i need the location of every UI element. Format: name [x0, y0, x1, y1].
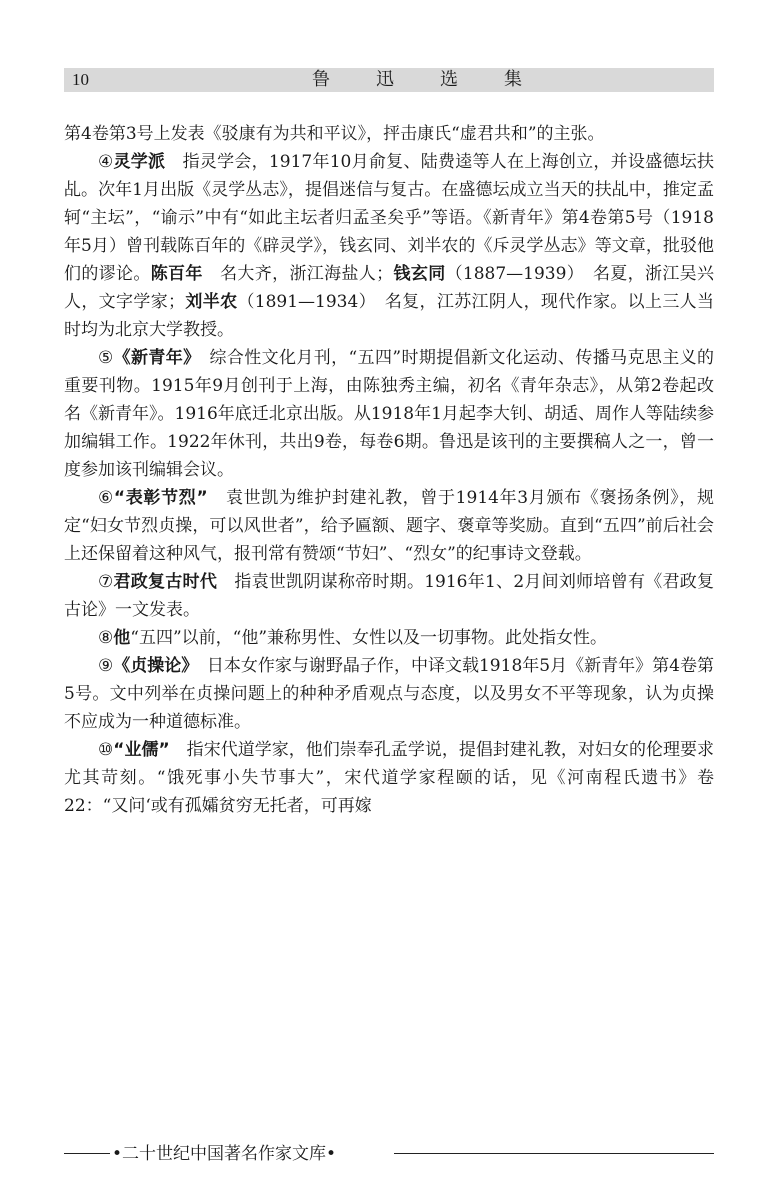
note-marker: ⑤ [98, 348, 114, 368]
series-title: •二十世纪中国著名作家文库• [112, 1144, 337, 1164]
note-marker: ⑧ [98, 628, 114, 648]
note-marker: ⑨ [98, 656, 114, 676]
note-text: 指袁世凯阴谋称帝时期。1916年1、2月间刘师培曾有《君政复古论》一文发表。 [64, 572, 714, 620]
note-10 [64, 736, 714, 820]
note-8 [64, 624, 714, 652]
footer-rule-right [394, 1153, 714, 1154]
note-text: （1887—1939） 名夏，浙江吴兴人，文字学家； [64, 264, 715, 312]
running-footer [64, 1142, 714, 1166]
note-term: 《新青年》 [113, 348, 193, 368]
note-continuation: 第4卷第3号上发表《驳康有为共和平议》，抨击康氏“虚君共和”的主张。 [64, 124, 605, 144]
note-term: 灵学派 [113, 152, 166, 172]
note-text: 综合性文化月刊，“五四”时期提倡新文化运动、传播马克思主义的重要刊物。1915年9月创刊于上海，由陈独秀主编，初名《青年杂志》，从第2卷起改名《新青年》。1916年底迁北京出版。从1918年1月起李大钊、胡适、周作人等陆续参加编辑工作。1922年休刊，共出9卷，每卷6期。鲁迅是该刊的主要撰稿人之一，曾一度参加该刊编辑会议。 [64, 348, 715, 480]
note-4 [64, 148, 714, 344]
note-5 [64, 344, 714, 484]
note-term: 君政复古时代 [113, 572, 218, 592]
note-term: “业儒” [113, 740, 170, 760]
note-text: 指宋代道学家，他们崇奉孔孟学说，提倡封建礼教，对妇女的伦理要求尤其苛刻。“饿死事小失节事大”，宋代道学家程颐的话，见《河南程氏遗书》卷22：“又问‘或有孤孀贫穷无托者，可再嫁 [64, 740, 715, 816]
note-marker: ⑦ [98, 572, 114, 592]
note-marker: ④ [98, 152, 114, 172]
running-header [64, 68, 714, 92]
note-text: （1891—1934） 名复，江苏江阴人，现代作家。以上三人当时均为北京大学教授。 [64, 292, 715, 340]
note-6 [64, 484, 714, 568]
note-text: 指灵学会，1917年10月俞复、陆费逵等人在上海创立，并设盛德坛扶乩。次年1月出版《灵学丛志》，提倡迷信与复古。在盛德坛成立当天的扶乩中，推定孟轲“主坛”，“谕示”中有“如此主坛者归孟圣矣乎”等语。《新青年》第4卷第5号（1918年5月）曾刊载陈百年的《辟灵学》，钱玄同、刘半农的《斥灵学丛志》等文章，批驳他们的谬论。 [64, 152, 714, 284]
note-term: 陈百年 [150, 264, 203, 284]
note-text: 名大齐，浙江海盐人； [202, 264, 394, 284]
note-text: 日本女作家与谢野晶子作，中译文载1918年5月《新青年》第4卷第5号。文中列举在贞操问题上的种种矛盾观点与态度，以及男女不平等现象，认为贞操不应成为一种道德标准。 [64, 656, 715, 732]
page-number: 10 [72, 70, 89, 89]
note-term: 钱玄同 [393, 264, 446, 284]
notes-body [64, 120, 714, 820]
note-7 [64, 568, 714, 624]
note-term: “表彰节烈” [113, 488, 208, 508]
note-marker: ⑩ [98, 740, 114, 760]
book-title: 鲁迅选集 [312, 69, 568, 90]
note-9 [64, 652, 714, 736]
note-term: 《贞操论》 [113, 656, 190, 676]
note-term: 刘半农 [185, 292, 238, 312]
note-text: “五四”以前，“他”兼称男性、女性以及一切事物。此处指女性。 [130, 628, 608, 648]
note-term: 他 [113, 628, 131, 648]
note-marker: ⑥ [98, 488, 114, 508]
note-text: 袁世凯为维护封建礼教，曾于1914年3月颁布《褒扬条例》，规定“妇女节烈贞操，可以风世者”，给予匾额、题字、褒章等奖励。直到“五四”前后社会上还保留着这种风气，报刊常有赞颂“节妇”、“烈女”的纪事诗文登载。 [64, 488, 714, 564]
footer-rule-left [64, 1153, 110, 1154]
